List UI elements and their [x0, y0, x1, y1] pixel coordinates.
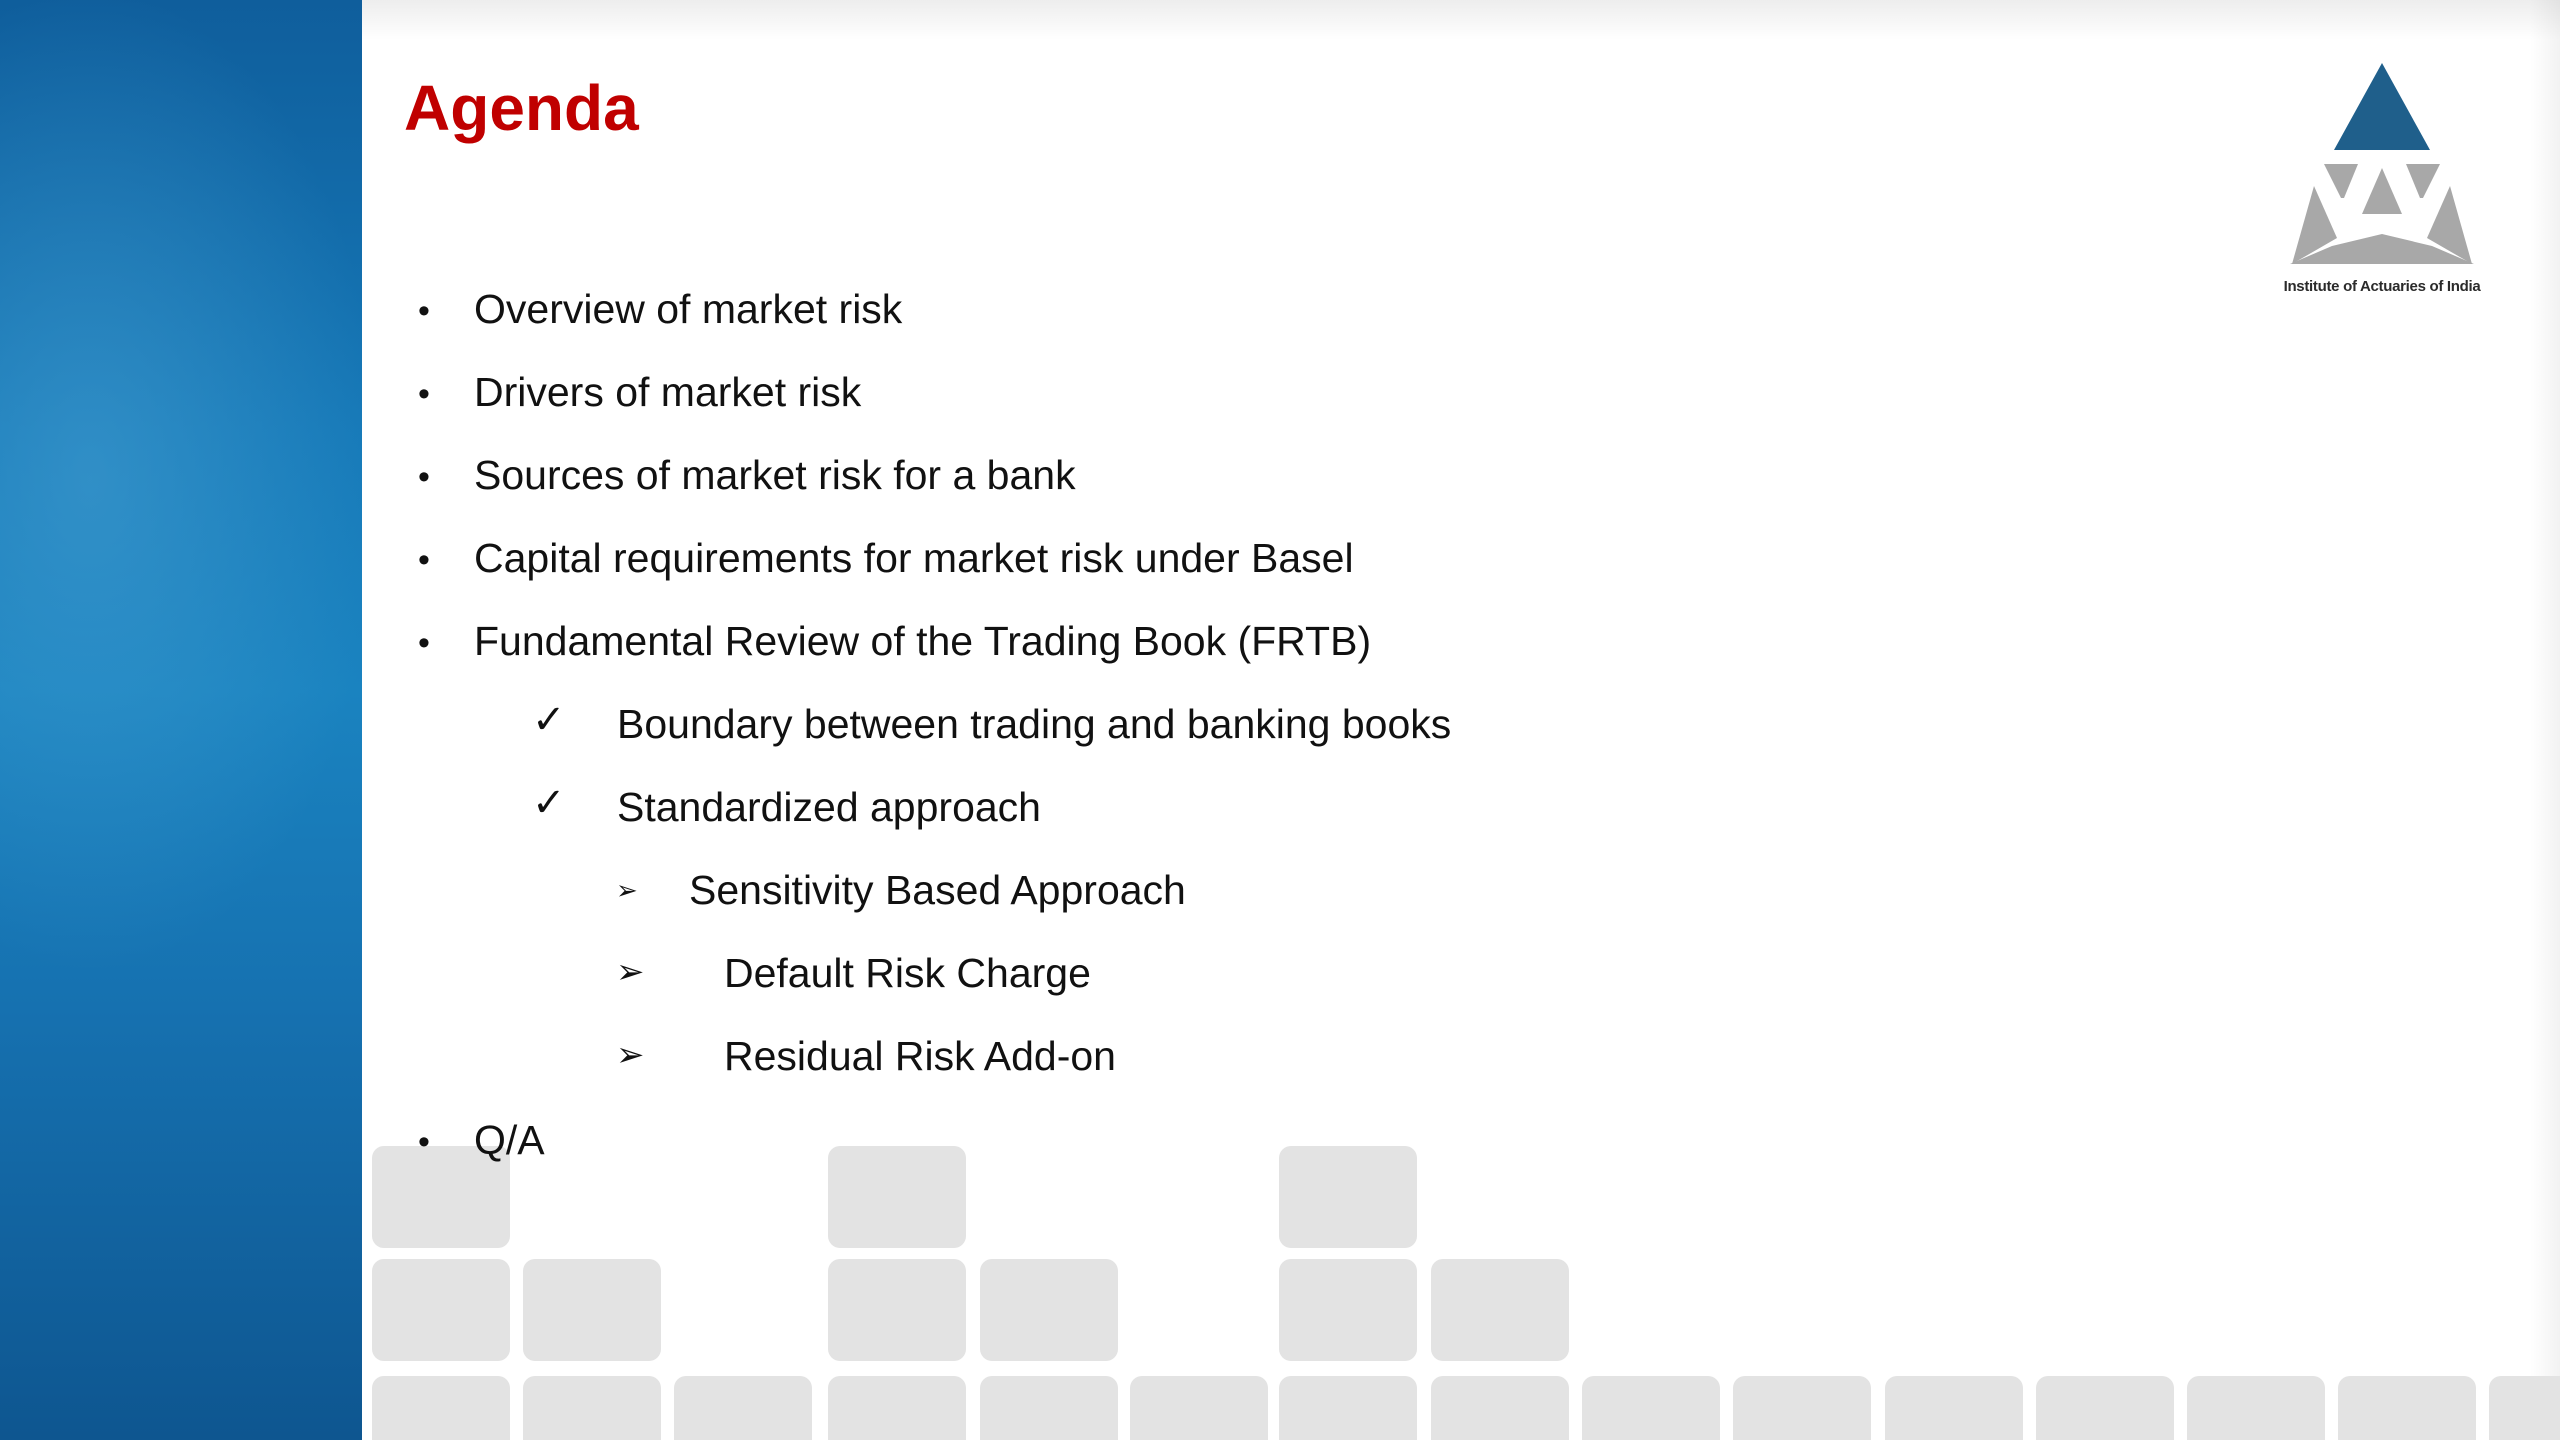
agenda-item: Capital requirements for market risk under Basel [474, 535, 1354, 581]
bullet-icon: • [418, 624, 430, 662]
bullet-icon: • [418, 1123, 430, 1161]
agenda-item: Drivers of market risk [474, 369, 862, 415]
logo-caption: Institute of Actuaries of India [2283, 278, 2481, 295]
slide-title: Agenda [404, 72, 639, 144]
checkmark-icon: ✓ [532, 698, 566, 742]
agenda-item: Overview of market risk [474, 286, 903, 332]
agenda-item: Sources of market risk for a bank [474, 452, 1076, 498]
agenda-subsubitem: Residual Risk Add-on [724, 1033, 1116, 1079]
bullet-icon: • [418, 375, 430, 413]
bullet-icon: • [418, 458, 430, 496]
agenda-subitem: Boundary between trading and banking books [617, 701, 1452, 747]
bullet-icon: • [418, 541, 430, 579]
agenda-subsubitem: Default Risk Charge [724, 950, 1091, 996]
agenda-subsubitem: Sensitivity Based Approach [689, 867, 1186, 913]
arrowhead-bullet-icon: ➢ [616, 953, 645, 991]
agenda-item: Q/A [474, 1117, 545, 1163]
agenda-subitem: Standardized approach [617, 784, 1041, 830]
arrowhead-bullet-icon: ➢ [616, 875, 638, 905]
bullet-icon: • [418, 292, 430, 330]
agenda-item: Fundamental Review of the Trading Book (FRTB) [474, 618, 1372, 664]
arrowhead-bullet-icon: ➢ [616, 1036, 645, 1074]
checkmark-icon: ✓ [532, 781, 566, 825]
